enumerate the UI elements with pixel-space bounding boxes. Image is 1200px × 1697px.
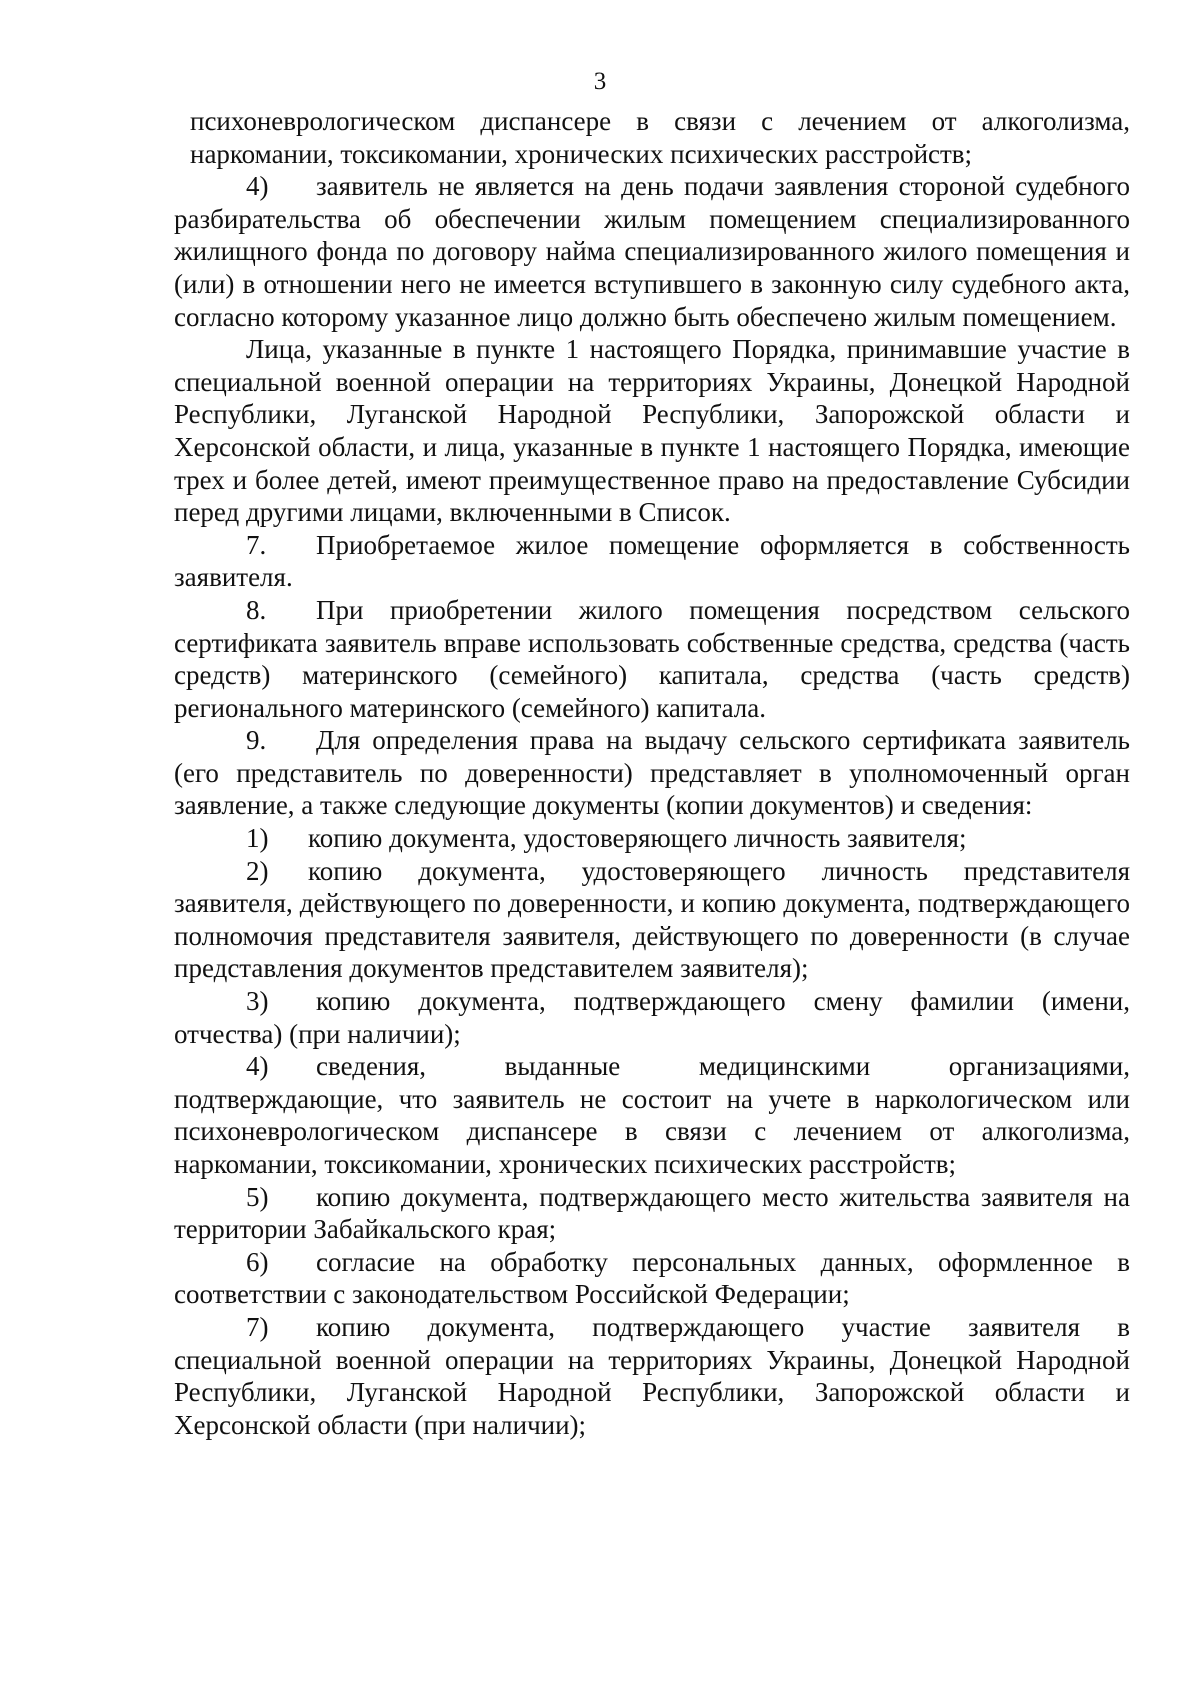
list-number: 7) xyxy=(246,1311,269,1342)
paragraph-text: согласие на обработку персональных данных, оформленное в соответствии с законодательством Российской Федерации; xyxy=(174,1246,1130,1310)
list-number: 5) xyxy=(246,1181,269,1212)
list-number: 2) xyxy=(246,855,269,886)
paragraph-text: заявитель не является на день подачи заявления стороной судебного разбирательства об обеспечении жилым помещением специализированного жилищного фонда по договору найма специализированного жилого помещения и (или) в отношении него не имеется вступившего в законную силу судебного акта, согласно которому указанное лицо должно быть обеспечено жилым помещением. xyxy=(174,171,1130,332)
list-number: 1) xyxy=(246,823,269,854)
paragraph-text: При приобретении жилого помещения посредством сельского сертификата заявитель вправе использовать собственные средства, средства (часть средств) материнского (семейного) капитала, средства (часть средств) регионального материнского (семейного) капитала. xyxy=(174,594,1130,723)
list-number: 4) xyxy=(246,171,269,202)
list-item-4 xyxy=(174,1050,1130,1180)
paragraph-text: Для определения права на выдачу сельского сертификата заявитель (его представитель по доверенности) представляет в уполномоченный орган заявление, а также следующие документы (копии документов) и сведения: xyxy=(174,725,1130,821)
list-item-6 xyxy=(174,1246,1130,1311)
paragraph-text: копию документа, удостоверяющего личность представителя заявителя, действующего по доверенности, и копию документа, подтверждающего полномочия представителя заявителя, действующего по доверенности (в случае представления документов представителем заявителя); xyxy=(174,855,1130,984)
clause-7 xyxy=(174,529,1130,594)
list-item-2 xyxy=(174,855,1130,985)
paragraph-text: Приобретаемое жилое помещение оформляется в собственность заявителя. xyxy=(174,529,1130,593)
list-item-4-applicant-status xyxy=(174,170,1130,333)
page-number: 3 xyxy=(593,68,607,95)
paragraph-text: копию документа, подтверждающего смену фамилии (имени, отчества) (при наличии); xyxy=(174,986,1130,1049)
clause-number: 8. xyxy=(246,594,267,625)
list-number: 6) xyxy=(246,1246,269,1277)
list-number: 4) xyxy=(246,1051,269,1082)
clause-number: 9. xyxy=(246,725,267,756)
clause-8 xyxy=(174,594,1130,724)
paragraph-continuation xyxy=(174,105,1130,170)
clause-number: 7. xyxy=(246,529,267,560)
paragraph-text: копию документа, подтверждающего участие заявителя в специальной военной операции на территориях Украины, Донецкой Народной Республики, Луганской Народной Республики, Запорожской области и Херсонской области (при наличии); xyxy=(174,1311,1130,1440)
paragraph-text: копию документа, удостоверяющего личность заявителя; xyxy=(308,823,967,854)
list-item-3 xyxy=(174,985,1130,1050)
list-item-5 xyxy=(174,1181,1130,1246)
paragraph-priority-right xyxy=(174,333,1130,529)
list-item-1 xyxy=(174,822,1130,855)
clause-9 xyxy=(174,724,1130,822)
document-body xyxy=(174,105,1130,1441)
list-item-7 xyxy=(174,1311,1130,1441)
paragraph-text: психоневрологическом диспансере в связи с лечением от алкоголизма, наркомании, токсикомании, хронических психических расстройств; xyxy=(190,106,1130,169)
paragraph-text: копию документа, подтверждающего место жительства заявителя на территории Забайкальского края; xyxy=(174,1181,1130,1245)
paragraph-text: сведения, выданные медицинскими организациями, подтверждающие, что заявитель не состоит на учете в наркологическом или психоневрологическом диспансере в связи с лечением от алкоголизма, наркомании, токсикомании, хронических психических расстройств; xyxy=(174,1051,1130,1179)
paragraph-text: Лица, указанные в пункте 1 настоящего Порядка, принимавшие участие в специальной военной операции на территориях Украины, Донецкой Народной Республики, Луганской Народной Республики, Запорожской области и Херсонской области, и лица, указанные в пункте 1 настоящего Порядка, имеющие трех и более детей, имеют преимущественное право на предоставление Субсидии перед другими лицами, включенными в Список. xyxy=(174,334,1130,528)
list-number: 3) xyxy=(246,986,269,1017)
